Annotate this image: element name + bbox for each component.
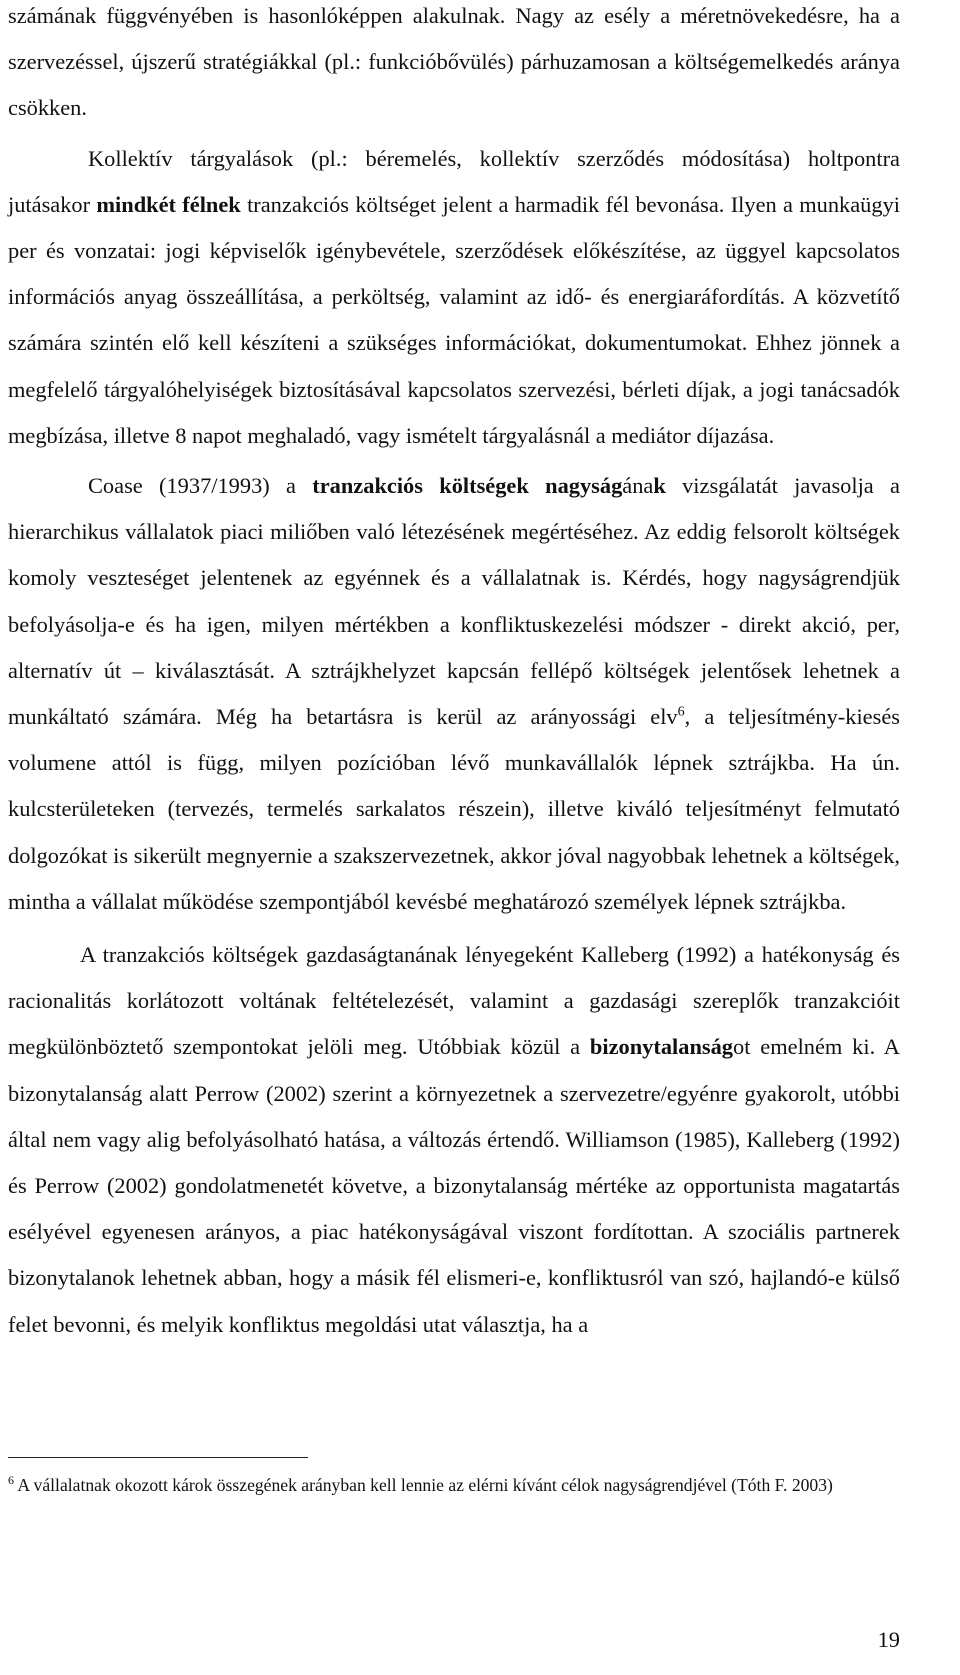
footnote xyxy=(8,1471,900,1500)
text-run: , a teljesítmény-kiesés volumene attól is függ, milyen pozícióban lévő munkavállalók lépnek sztrájkba. Ha ún. kulcsterületeken (tervezés, termelés sarkalatos részein), illetve kiváló teljesítményt felmutató dolgozókat is sikerült megnyernie a szakszervezetnek, akkor jóval nagyobbak lehetnek a költségek, mintha a vállalat működése szempontjából kevésbé meghatározó személyek lépnek sztrájkba. xyxy=(8,704,900,914)
footnote-marker: 6 xyxy=(8,1473,14,1488)
footnote-text: A vállalatnak okozott károk összegének arányban kell lennie az elérni kívánt célok nagyságrendjével (Tóth F. 2003) xyxy=(14,1475,833,1495)
page-number: 19 xyxy=(877,1627,900,1652)
text-run: tranzakciós költséget jelent a harmadik fél bevonása. Ilyen a munkaügyi per és vonzatai: jogi képviselők igénybevétele, szerződések előkészítése, az üggyel kapcsolatos információs anyag összeállítása, a perköltség, valamint az idő- és energiaráfordítás. A közvetítő számára szintén elő kell készíteni a szükséges információkat, dokumentumokat. Ehhez jönnek a megfelelő tárgyalóhelyiségek biztosításával kapcsolatos szervezési, bérleti díjak, a jogi tanácsadók megbízása, illetve 8 napot meghaladó, vagy ismételt tárgyalásnál a mediátor díjazása. xyxy=(8,191,900,448)
bold-run: mindkét félnek xyxy=(96,191,241,217)
bold-run: bizonytalanság xyxy=(589,1034,734,1060)
text-run: Coase (1937/1993) a xyxy=(88,473,313,499)
bold-run: k xyxy=(653,473,666,499)
text-run: Kollektív tárgyalások (pl.: béremelés, kollektív szerződés módosítása) holtpontra jutásakor xyxy=(8,145,900,217)
paragraph xyxy=(8,0,900,132)
text-run: számának függvényében is hasonlóképpen alakulnak. Nagy az esély a méretnövekedésre, ha a szervezéssel, újszerű stratégiákkal (pl.: funkcióbővülés) párhuzamosan a költségemelkedés aránya csökken. xyxy=(8,3,900,121)
paragraph xyxy=(8,463,900,925)
text-run: vizsgálatát javasolja a hierarchikus vállalatok piaci miliőben való létezésének megértéséhez. Az eddig felsorolt költségek komoly veszteséget jelentenek az egyénnek és a vállalatnak is. Kérdés, hogy nagyságrendjük befolyásolja-e és ha igen, milyen mértékben a konfliktuskezelési módszer - direkt akció, per, alternatív út – kiválasztását. A sztrájkhelyzet kapcsán fellépő költségek jelentősek lehetnek a munkáltató számára. Még ha betartásra is kerül az arányossági elv xyxy=(8,473,900,730)
text-run: ána xyxy=(622,473,654,499)
footnote-separator xyxy=(8,1457,308,1458)
bold-run: tranzakciós költségek nagyság xyxy=(312,473,623,499)
paragraph xyxy=(8,136,900,459)
text-run: ot emelném ki. A bizonytalanság alatt Perrow (2002) szerint a környezetnek a szervezetre/egyénre gyakorolt, utóbbi által nem vagy alig befolyásolható hatása, a változás értendő. Williamson (1985), Kalleberg (1992) és Perrow (2002) gondolatmenetét követve, a bizonytalanság mértéke az opportunista magatartás esélyével egyenesen arányos, a piac hatékonyságával viszont fordítottan. A szociális partnerek bizonytalanok lehetnek abban, hogy a másik fél elismeri-e, konfliktusról van szó, hajlandó-e külső felet bevonni, és melyik konfliktus megoldási utat választja, ha a xyxy=(8,1034,900,1337)
text-run: A tranzakciós költségek gazdaságtanának lényegeként Kalleberg (1992) a hatékonyság és racionalitás korlátozott voltának feltételezését, valamint a gazdasági szereplők tranzakcióit megkülönböztető szempontokat jelöli meg. Utóbbiak közül a xyxy=(8,942,900,1060)
footnote-reference: 6 xyxy=(677,704,685,720)
paragraph xyxy=(8,932,900,1348)
